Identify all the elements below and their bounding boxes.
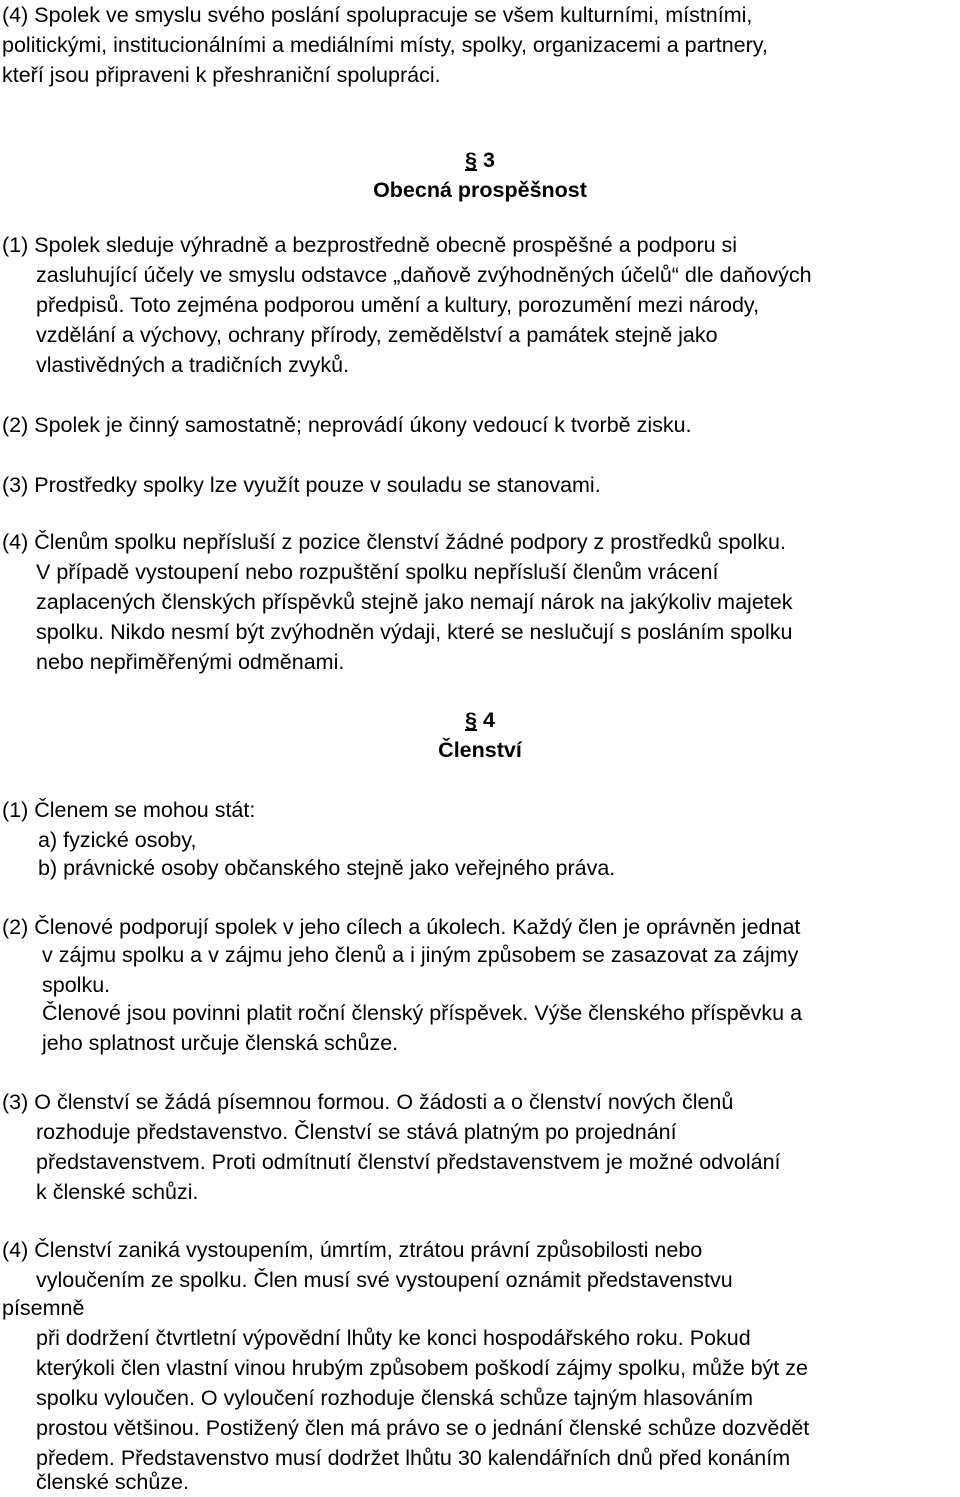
text-line: zasluhující účely ve smyslu odstavce „daňově zvýhodněných účelů“ dle daňových [36,263,812,287]
text-line: představenstvem. Proti odmítnutí členství představenstvem je možné odvolání [36,1150,781,1174]
section-3-title: Obecná prospěšnost [373,178,587,202]
text-line: jeho splatnost určuje členská schůze. [42,1031,399,1055]
text-line: předem. Představenstvo musí dodržet lhůtu 30 kalendářních dnů před konáním [36,1446,791,1470]
text-line: politickými, institucionálními a mediálními místy, spolky, organizacemi a partnery, [2,33,768,57]
section-4-title: Členství [438,738,522,762]
text-line: spolku. Nikdo nesmí být zvýhodněn výdaji, které se neslučují s posláním spolku [36,620,793,644]
section-number: 4 [482,708,495,732]
text-line: vzdělání a výchovy, ochrany přírody, zemědělství a památek stejně jako [36,323,718,347]
text-line: kteří jsou připraveni k přeshraniční spolupráci. [2,63,441,87]
section-3-paragraph-3: (3) Prostředky spolky lze využít pouze v souladu se stanovami. [2,473,601,497]
section-number: 3 [482,148,495,172]
text-line: (1) Spolek sleduje výhradně a bezprostředně obecně prospěšné a podporu si [2,233,738,257]
text-line: v zájmu spolku a v zájmu jeho členů a i jiným způsobem se zasazovat za zájmy [42,943,799,967]
text-line: (4) Spolek ve smyslu svého poslání spolupracuje se všem kulturními, místními, [2,3,753,27]
text-line: b) právnické osoby občanského stejně jako veřejného práva. [38,856,616,880]
text-line: V případě vystoupení nebo rozpuštění spolku nepřísluší členům vrácení [36,560,719,584]
text-line: rozhoduje představenstvo. Členství se stává platným po projednání [36,1120,677,1144]
text-line: vlastivědných a tradičních zvyků. [36,353,350,377]
text-line: vyloučením ze spolku. Člen musí své vystoupení oznámit představenstvu [36,1268,733,1292]
section-4-heading [0,705,960,735]
text-line: (2) Členové podporují spolek v jeho cílech a úkolech. Každý člen je oprávněn jednat [2,915,801,939]
text-line: zaplacených členských příspěvků stejně jako nemají nárok na jakýkoliv majetek [36,590,793,614]
text-line: a) fyzické osoby, [38,828,197,852]
text-line: (1) Členem se mohou stát: [2,798,256,822]
text-line: členské schůze. [36,1470,189,1494]
text-line: při dodržení čtvrtletní výpovědní lhůty ke konci hospodářského roku. Pokud [36,1326,751,1350]
section-3-heading [0,145,960,175]
text-line: spolku vyloučen. O vyloučení rozhoduje členská schůze tajným hlasováním [36,1386,754,1410]
text-line: Členové jsou povinni platit roční členský příspěvek. Výše členského příspěvku a [42,1001,803,1025]
text-line: k členské schůzi. [36,1180,199,1204]
text-line: (3) O členství se žádá písemnou formou. O žádosti a o členství nových členů [2,1090,734,1114]
text-line: písemně [2,1296,85,1320]
text-line: (4) Členství zaniká vystoupením, úmrtím, ztrátou právní způsobilosti nebo [2,1238,703,1262]
section-symbol: § [465,148,477,172]
text-line: prostou většinou. Postižený člen má právo se o jednání členské schůze dozvědět [36,1416,810,1440]
text-line: nebo nepřiměřenými odměnami. [36,650,345,674]
text-line: předpisů. Toto zejména podporou umění a kultury, porozumění mezi národy, [36,293,760,317]
section-3-paragraph-2: (2) Spolek je činný samostatně; neprovádí úkony vedoucí k tvorbě zisku. [2,413,692,437]
text-line: spolku. [42,973,111,997]
section-symbol: § [465,708,477,732]
text-line: (4) Členům spolku nepřísluší z pozice členství žádné podpory z prostředků spolku. [2,530,786,554]
text-line: kterýkoli člen vlastní vinou hrubým způsobem poškodí zájmy spolku, může být ze [36,1356,808,1380]
